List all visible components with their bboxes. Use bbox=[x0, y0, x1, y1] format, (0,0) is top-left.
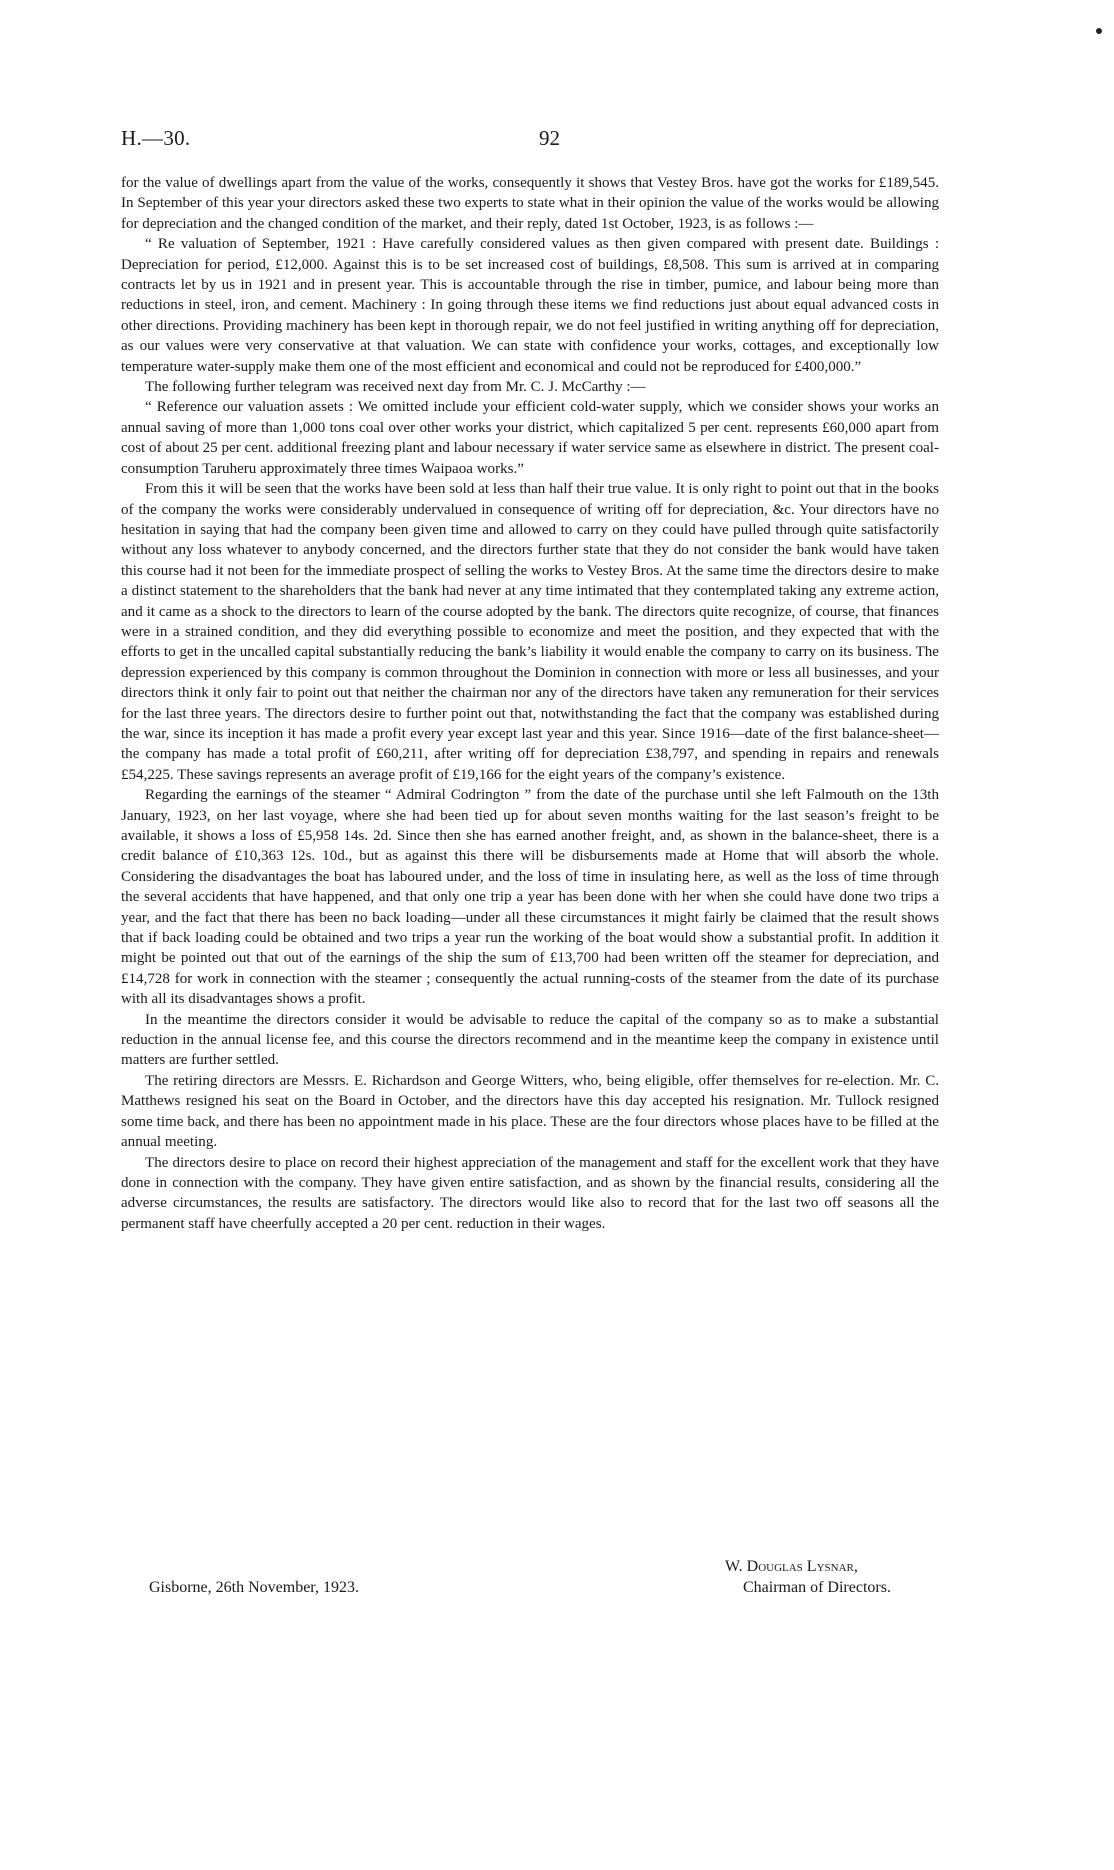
body-text bbox=[121, 173, 939, 1234]
signature-block bbox=[121, 1557, 939, 1602]
paragraph-retiring-directors: The retiring directors are Messrs. E. Richardson and George Witters, who, being eligible, offer themselves for re-election. Mr. C. Matthews resigned his seat on the Board in October, and the directors have this day accepted his resignation. Mr. Tullock resigned some time back, and there has been no appointment made in his place. These are the four directors whose places have to be filled at the annual meeting. bbox=[121, 1072, 939, 1151]
date-line: Gisborne, 26th November, 1923. bbox=[149, 1579, 359, 1596]
paragraph-steamer-earnings: Regarding the earnings of the steamer “ Admiral Codrington ” from the date of the purchase until she left Falmouth on the 13th January, 1923, on her last voyage, where she had been tied up for about seven months waiting for the last season’s freight to be available, it shows a loss of £5,958 14s. 2d. Since then she has earned another freight, and, as shown in the balance-sheet, there is a credit balance of £10,363 12s. 10d., but as against this there will be disbursements made at Home that will absorb the whole. Considering the disadvantages the boat has laboured under, and the loss of time in insulating here, as well as the loss of time through the several accidents that have happened, and that only one trip a year has been done with her when she could have done two trips a year, and the fact that there has been no back loading—under all these circumstances it might fairly be claimed that the result shows that if back loading could be obtained and two trips a year run the working of the boat would show a substantial profit. In addition it might be pointed out that out of the earnings of the ship the sum of £13,700 had been written off the steamer for depreciation, and £14,728 for work in connection with the steamer ; consequently the actual running-costs of the steamer from the date of its purchase with all its disadvantages shows a profit. bbox=[121, 787, 939, 1008]
page-header bbox=[121, 126, 939, 156]
document-reference: H.—30. bbox=[121, 126, 191, 150]
paragraph-continuation: for the value of dwellings apart from the value of the works, consequently it shows that Vestey Bros. have got the works for £189,545. In September of this year your directors asked these two experts to state what in their opinion the value of the works would be allowing for depreciation and the changed condition of the market, and their reply, dated 1st October, 1923, is as follows :— bbox=[121, 175, 939, 232]
paragraph-capital-reduction: In the meantime the directors consider it would be advisable to reduce the capital of the company so as to make a substantial reduction in the annual license fee, and this course the directors recommend and in the meantime keep the company in existence until matters are further settled. bbox=[121, 1011, 939, 1069]
paragraph-telegram-quote: “ Reference our valuation assets : We omitted include your efficient cold-water supply, which we consider shows your works an annual saving of more than 1,000 tons coal over other works your district, which capitalized 5 per cent. represents £60,000 apart from cost of about 25 per cent. additional freezing plant and labour necessary if water service same as elsewhere in district. The present coal-consumption Taruheru approximately three times Waipaoa works.” bbox=[121, 399, 939, 477]
signatory-name: W. Douglas Lysnar, bbox=[725, 1558, 858, 1575]
signatory-title: Chairman of Directors. bbox=[743, 1579, 891, 1596]
page-number: 92 bbox=[539, 126, 560, 150]
paragraph-valuation-quote: “ Re valuation of September, 1921 : Have carefully considered values as then given compared with present date. Buildings : Depreciation for period, £12,000. Against this is to be set increased cost of buildings, £8,508. This sum is arrived at in comparing contracts let by us in 1921 and in present year. This is accountable through the rise in timber, pumice, and labour being more than reductions in steel, iron, and cement. Machinery : In going through these items we find reductions just about equal advanced costs in other directions. Providing machinery has been kept in thorough repair, we do not feel justified in writing anything off for depreciation, as our values were very conservative at that valuation. We can state with confidence your works, cottages, and exceptionally low temperature water-supply make them one of the most efficient and economical and could not be reproduced for £400,000.” bbox=[121, 236, 939, 375]
paragraph-works-sale: From this it will be seen that the works have been sold at less than half their true value. It is only right to point out that in the books of the company the works were considerably undervalued in consequence of writing off for depreciation, &c. Your directors have no hesitation in saying that had the company been given time and allowed to carry on they could have pulled through quite satisfactorily without any loss whatever to anybody concerned, and the directors further state that they do not consider the bank would have taken this course had it not been for the immediate prospect of selling the works to Vestey Bros. At the same time the directors desire to make a distinct statement to the shareholders that the bank had never at any time intimated that they contemplated taking any extreme action, and it came as a shock to the directors to learn of the course adopted by the bank. The directors quite recognize, of course, that finances were in a strained condition, and they did everything possible to economize and meet the position, and they expected that with the efforts to get in the uncalled capital substantially reducing the bank’s liability it would enable the company to carry on its business. The depression experienced by this company is common throughout the Dominion in connection with more or less all businesses, and your directors think it only fair to point out that neither the chairman nor any of the directors have taken any remuneration for their services for the last three years. The directors desire to further point out that, notwithstanding the fact that the company was established during the war, since its inception it has made a profit every year except last year and this year. Since 1916—date of the first balance-sheet—the company has made a total profit of £60,211, after writing off for depreciation £38,797, and spending in repairs and renewals £54,225. These savings represents an average profit of £19,166 for the eight years of the company’s existence. bbox=[121, 481, 939, 783]
paragraph-telegram-intro: The following further telegram was received next day from Mr. C. J. McCarthy :— bbox=[145, 379, 646, 396]
scan-speck-mark bbox=[1096, 28, 1102, 34]
paragraph-staff-appreciation: The directors desire to place on record their highest appreciation of the management and staff for the excellent work that they have done in connection with the company. They have given entire satisfaction, and as shown by the financial results, considering all the adverse circumstances, the results are satisfactory. The directors would like also to record that for the last two off seasons all the permanent staff have cheerfully accepted a 20 per cent. reduction in their wages. bbox=[121, 1154, 939, 1232]
